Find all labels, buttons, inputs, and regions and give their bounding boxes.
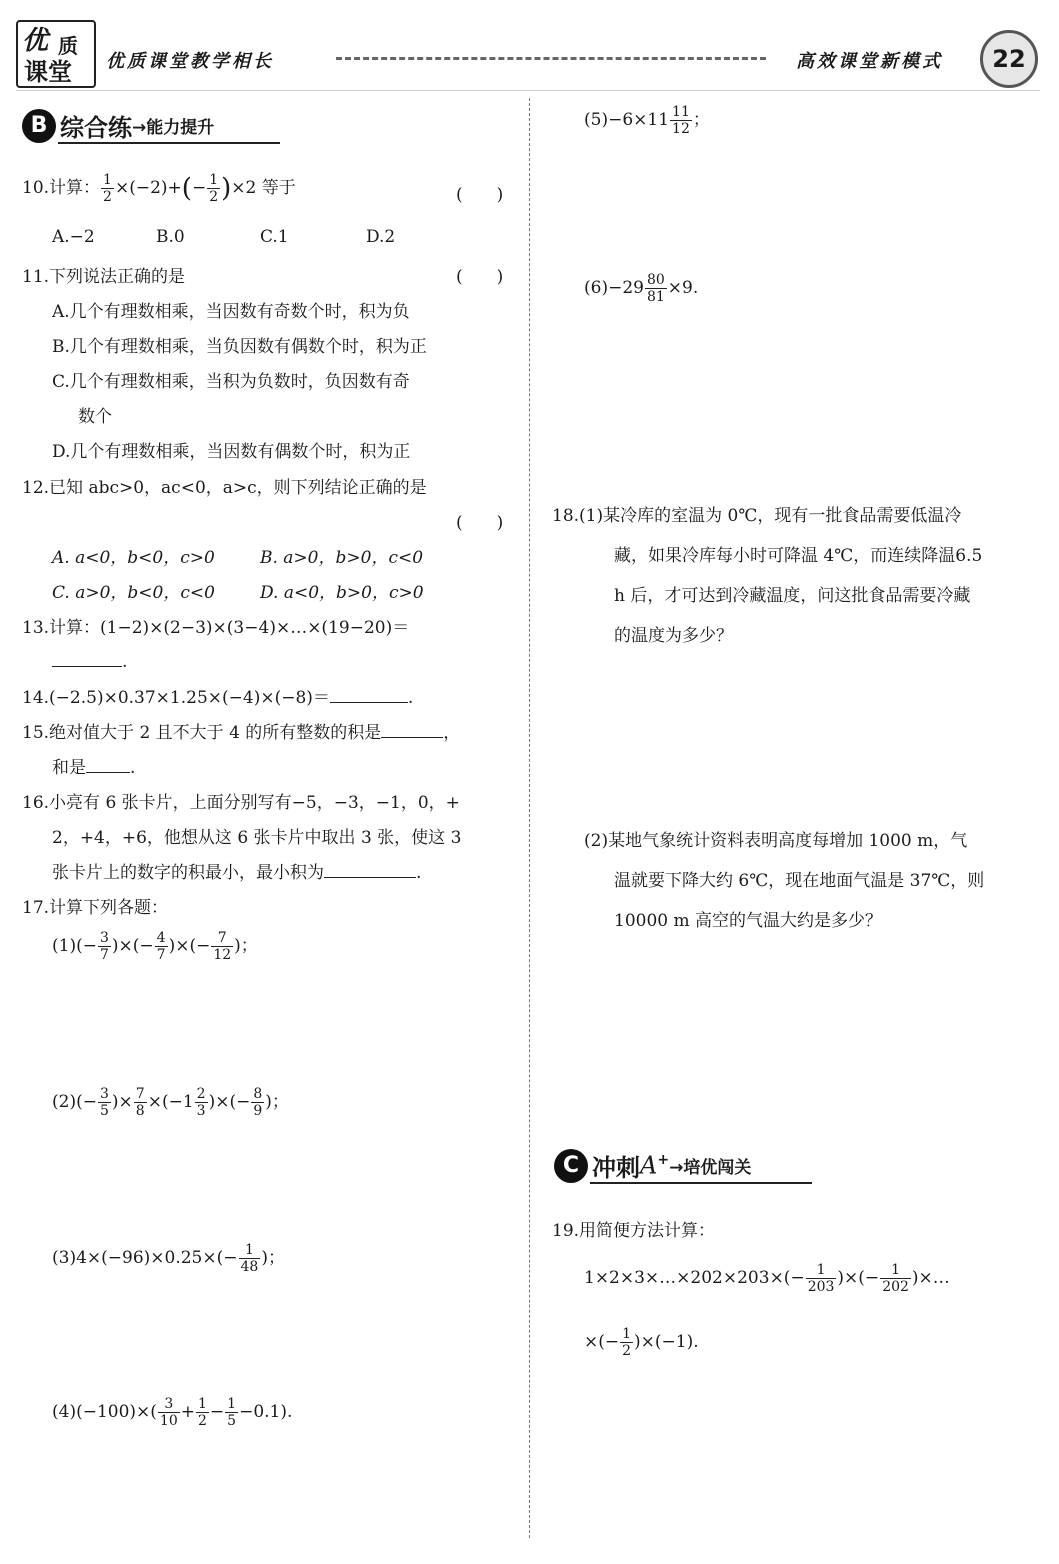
q15-line-2: 和是 .: [52, 753, 135, 778]
q17-part-2: (2)(− $\frac{3}{5}$ )× $\frac{7}{8}$ ×(−1 $\frac{2}{3}$ )×(− $\frac{8}{9}$ )；: [52, 1086, 289, 1119]
q10-option-c: C.1: [260, 227, 289, 247]
q15-line-1: 15.绝对值大于 2 且不大于 4 的所有整数的积是 ，: [22, 718, 460, 743]
header-divider: [16, 90, 1040, 91]
q12-option-b: B. a>0，b>0，c<0: [260, 548, 424, 568]
q18-part-2-line-3: 10000 m 高空的气温大约是多少？: [614, 911, 883, 931]
q15-answer-blank-2[interactable]: [86, 754, 130, 773]
q12-stem: 12.已知 abc>0，ac<0，a>c，则下列结论正确的是: [22, 478, 427, 498]
right-slogan: 高效课堂新模式: [796, 51, 943, 72]
left-slogan: 优质课堂教学相长: [106, 51, 274, 72]
q18-part-1-line-2: 藏，如果冷库每小时可降温 4℃，而连续降温6.5: [614, 546, 983, 566]
q14-text: 14.(−2.5)×0.37×1.25×(−4)×(−8)＝: [22, 688, 330, 708]
section-b-subtitle: →能力提升: [132, 118, 215, 138]
q11-answer-paren: ( ): [456, 267, 504, 287]
section-b-badge: B: [22, 109, 56, 143]
q10-frac-1: $\frac{1}{2}$: [103, 172, 112, 205]
q12-option-c: C. a>0，b<0，c<0: [52, 583, 215, 603]
q14-answer-blank[interactable]: [330, 684, 408, 703]
logo-char-a: 优: [22, 26, 49, 56]
section-c-title-a: A: [640, 1151, 658, 1180]
q17-part-4: (4)(−100)×( $\frac{3}{10}$ + $\frac{1}{2}$ − $\frac{1}{5}$ −0.1).: [52, 1396, 293, 1429]
q16-line-2: 2，+4，+6，他想从这 6 张卡片中取出 3 张，使这 3: [52, 828, 462, 848]
section-c-title: 冲刺: [592, 1154, 640, 1182]
section-c-underline: [590, 1182, 812, 1184]
q14-line: 14.(−2.5)×0.37×1.25×(−4)×(−8)＝ .: [22, 683, 413, 708]
q11-option-d: D.几个有理数相乘，当因数有偶数个时，积为正: [52, 442, 411, 462]
q19-line-2: ×(− $\frac{1}{2}$ )×(−1).: [584, 1326, 699, 1359]
q10-option-a: A.−2: [52, 227, 95, 247]
logo-char-b: 质: [58, 34, 78, 58]
header-dash-line: [336, 57, 766, 60]
logo: [16, 20, 96, 88]
q10-f2sign: −: [191, 178, 207, 198]
q10-mid2: ×2 等于: [231, 178, 296, 198]
q10-option-b: B.0: [156, 227, 185, 247]
q17-part-1: (1)(− $\frac{3}{7}$ )×(− $\frac{4}{7}$ )×(− $\frac{7}{12}$ )；: [52, 930, 258, 963]
section-c-badge: C: [554, 1149, 588, 1183]
q10-mid1: ×(−2)+: [114, 178, 182, 198]
section-c-heading: [554, 1148, 751, 1183]
q12-option-a: A. a<0，b<0，c>0: [52, 548, 215, 568]
q18-part-2-line-1: (2)某地气象统计资料表明高度每增加 1000 m，气: [584, 831, 968, 851]
q11-option-c: C.几个有理数相乘，当积为负数时，负因数有奇: [52, 372, 410, 392]
q17-part-3: (3)4×(−96)×0.25×(− $\frac{1}{48}$ )；: [52, 1242, 285, 1275]
q16-line-1: 16.小亮有 6 张卡片，上面分别写有−5，−3，−1，0，+: [22, 793, 460, 813]
section-c-title-sup: +: [657, 1151, 670, 1168]
q12-answer-paren: ( ): [456, 513, 504, 533]
q13-answer-blank[interactable]: [52, 648, 122, 667]
q10-option-d: D.2: [366, 227, 396, 247]
section-b-underline: [58, 142, 280, 144]
q18-part-1-line-1: 18.(1)某冷库的室温为 0℃，现有一批食品需要低温冷: [552, 506, 962, 526]
q19-line-1: 1×2×3×…×202×203×(− $\frac{1}{203}$ )×(− $\frac{1}{202}$ )×…: [584, 1262, 950, 1295]
section-c-subtitle: →培优闯关: [669, 1158, 752, 1178]
q16-answer-blank[interactable]: [324, 859, 416, 878]
q16-line-3: 张卡片上的数字的积最小，最小积为 .: [52, 858, 421, 883]
page-number: 22: [980, 30, 1038, 88]
q18-part-1-line-3: h 后，才可达到冷藏温度，问这批食品需要冷藏: [614, 586, 971, 606]
q17-stem: 17.计算下列各题：: [22, 898, 169, 918]
q13-line: 13.计算：(1−2)×(2−3)×(3−4)×…×(19−20)＝: [22, 618, 410, 638]
q10-frac-2: $\frac{1}{2}$: [209, 172, 219, 205]
q17-part-5: (5)−6×11 $\frac{11}{12}$ ；: [584, 104, 710, 137]
q10-line: 10.计算： $\frac{1}{2}$ ×(−2)+(− $\frac{1}{2}$ )×2 等于: [22, 172, 296, 205]
q11-option-c-cont: 数个: [78, 407, 112, 427]
section-b-title: 综合练: [60, 114, 132, 142]
q15-text: 15.绝对值大于 2 且不大于 4 的所有整数的积是: [22, 723, 382, 743]
q15-answer-blank-1[interactable]: [381, 719, 443, 738]
q19-stem: 19.用简便方法计算：: [552, 1221, 716, 1241]
q12-option-d: D. a<0，b>0，c>0: [260, 583, 424, 603]
q11-option-a: A.几个有理数相乘，当因数有奇数个时，积为负: [52, 302, 410, 322]
section-b-heading: [22, 108, 214, 143]
q18-part-2-line-2: 温就要下降大约 6℃，现在地面气温是 37℃，则: [614, 871, 985, 891]
q11-stem: 11.下列说法正确的是: [22, 267, 186, 287]
q13-blank-line: .: [52, 648, 127, 672]
q18-part-1-line-4: 的温度为多少？: [614, 626, 733, 646]
q11-option-b: B.几个有理数相乘，当负因数有偶数个时，积为正: [52, 337, 427, 357]
q17-part-6: (6)−29 $\frac{80}{81}$ ×9.: [584, 272, 699, 305]
q10-pre: 10.计算：: [22, 178, 101, 198]
column-divider: [529, 98, 530, 1538]
q10-answer-paren: ( ): [456, 185, 504, 205]
logo-bottom: 课堂: [24, 58, 72, 86]
